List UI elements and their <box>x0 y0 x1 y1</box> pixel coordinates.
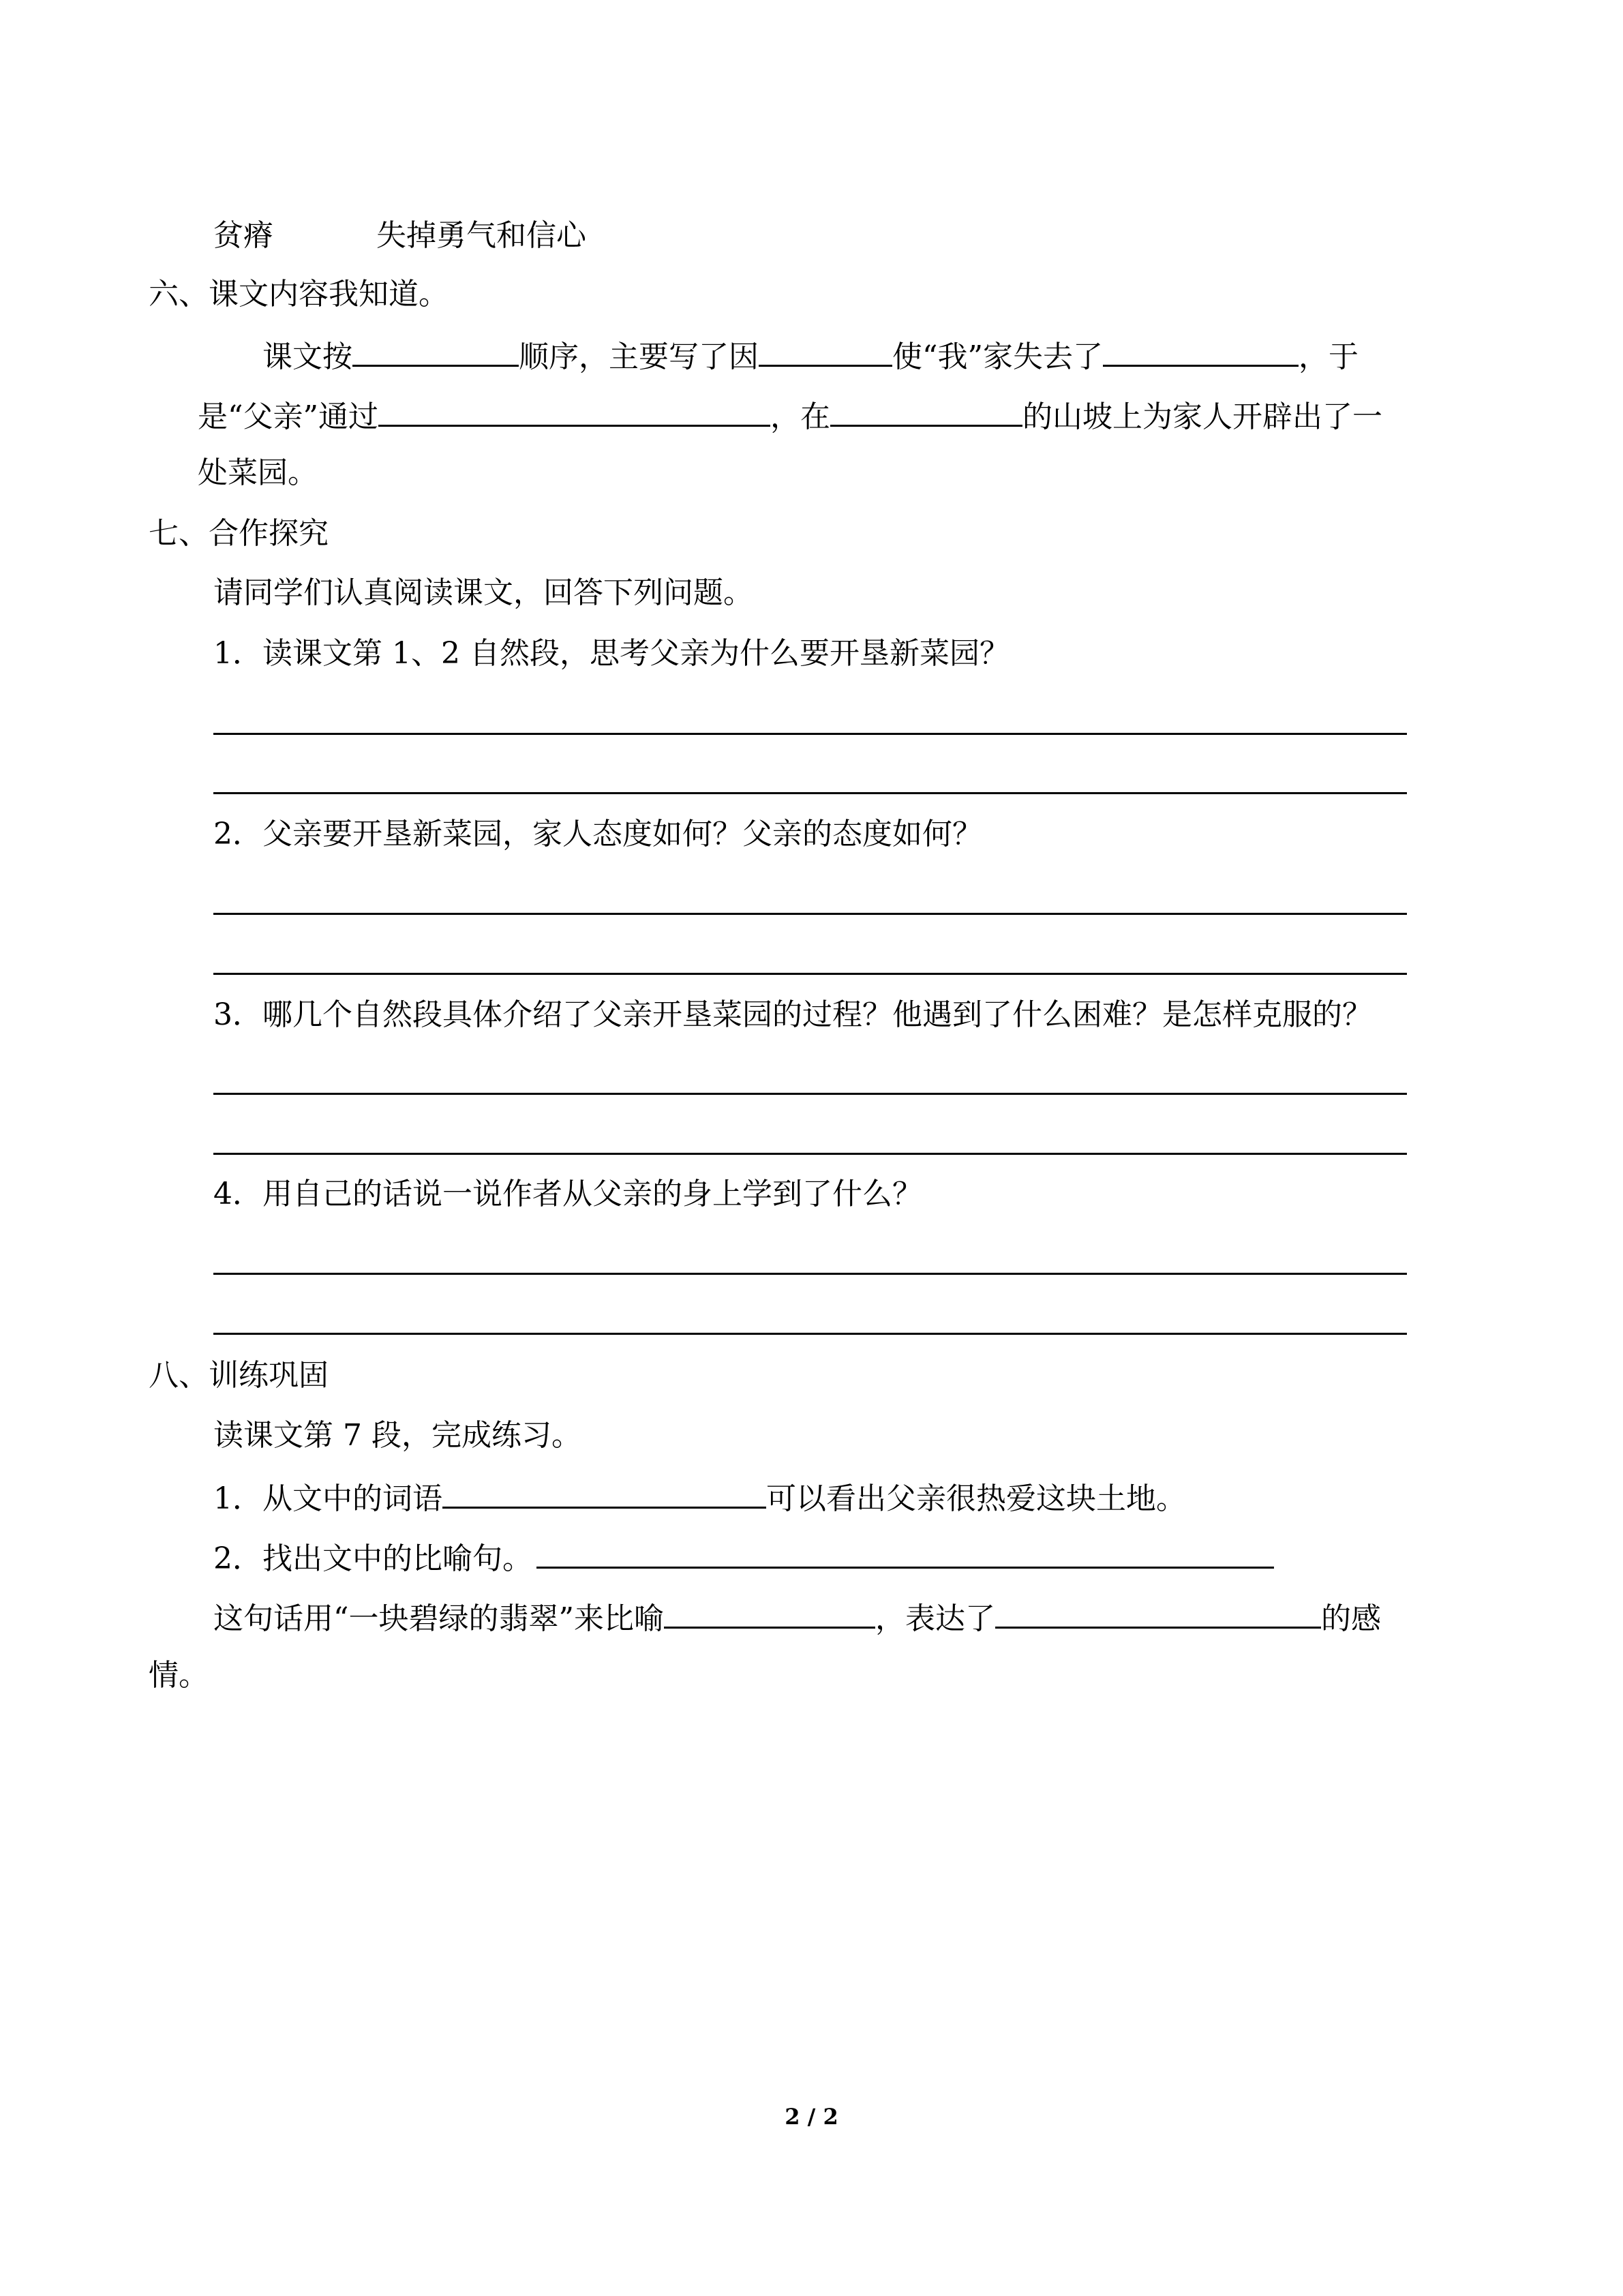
fill-text: 2．找出文中的比喻句。 <box>213 1541 532 1576</box>
word-pinji: 贫瘠 <box>213 218 273 253</box>
section7-heading: 七、合作探究 <box>149 516 329 551</box>
answer-line[interactable] <box>213 733 1407 735</box>
answer-blank-cause[interactable] <box>759 335 892 367</box>
answer-blank-order[interactable] <box>352 335 519 367</box>
section6-line2 <box>198 395 1382 436</box>
section8-question-1 <box>213 1477 1186 1518</box>
answer-blank-words[interactable] <box>442 1477 766 1509</box>
question-2: 2．父亲要开垦新菜园，家人态度如何？父亲的态度如何？ <box>213 817 982 851</box>
answer-line[interactable] <box>213 792 1407 794</box>
section7-intro: 请同学们认真阅读课文，回答下列问题。 <box>213 575 753 610</box>
answer-blank-method[interactable] <box>378 395 770 427</box>
page-number: 2 / 2 <box>785 2104 838 2130</box>
answer-line[interactable] <box>213 973 1407 975</box>
fill-text: 可以看出父亲很热爱这块土地。 <box>766 1481 1186 1516</box>
section8-question-2 <box>213 1537 1274 1578</box>
section8-intro: 读课文第 7 段，完成练习。 <box>213 1418 581 1453</box>
answer-line[interactable] <box>213 1093 1407 1095</box>
answer-blank-lost[interactable] <box>1103 335 1299 367</box>
answer-blank-feeling[interactable] <box>995 1597 1321 1629</box>
fill-text: 的感 <box>1321 1601 1381 1636</box>
fill-text: ，表达了 <box>875 1601 995 1636</box>
answer-line[interactable] <box>213 1273 1407 1275</box>
fill-text: 使“我”家失去了 <box>892 339 1103 374</box>
answer-blank-metaphor[interactable] <box>536 1537 1274 1569</box>
section6-line3: 处菜园。 <box>198 455 318 490</box>
answer-blank-place[interactable] <box>830 395 1022 427</box>
fill-text: ，在 <box>770 399 830 434</box>
section8-heading: 八、训练巩固 <box>149 1358 329 1393</box>
section6-heading: 六、课文内容我知道。 <box>149 277 449 312</box>
fill-text: 课文按 <box>262 339 352 374</box>
answer-line[interactable] <box>213 1333 1407 1335</box>
section8-sentence <box>213 1597 1381 1638</box>
fill-text: 的山坡上为家人开辟出了一 <box>1022 399 1382 434</box>
section8-sentence-end: 情。 <box>149 1658 209 1693</box>
fill-text: 是“父亲”通过 <box>198 399 378 434</box>
answer-line[interactable] <box>213 913 1407 915</box>
question-4: 4．用自己的话说一说作者从父亲的身上学到了什么？ <box>213 1177 922 1211</box>
fill-text: ，于 <box>1299 339 1359 374</box>
section6-line1 <box>262 335 1359 376</box>
question-3: 3．哪几个自然段具体介绍了父亲开垦菜园的过程？他遇到了什么困难？是怎样克服的？ <box>213 997 1372 1032</box>
word-shidiao: 失掉勇气和信心 <box>376 218 586 253</box>
answer-line[interactable] <box>213 1153 1407 1155</box>
fill-text: 这句话用“一块碧绿的翡翠”来比喻 <box>213 1601 664 1636</box>
question-1: 1．读课文第 1、2 自然段，思考父亲为什么要开垦新菜园？ <box>213 636 1010 671</box>
fill-text: 顺序，主要写了因 <box>519 339 759 374</box>
fill-text: 1．从文中的词语 <box>213 1481 442 1516</box>
answer-blank-compare[interactable] <box>664 1597 875 1629</box>
